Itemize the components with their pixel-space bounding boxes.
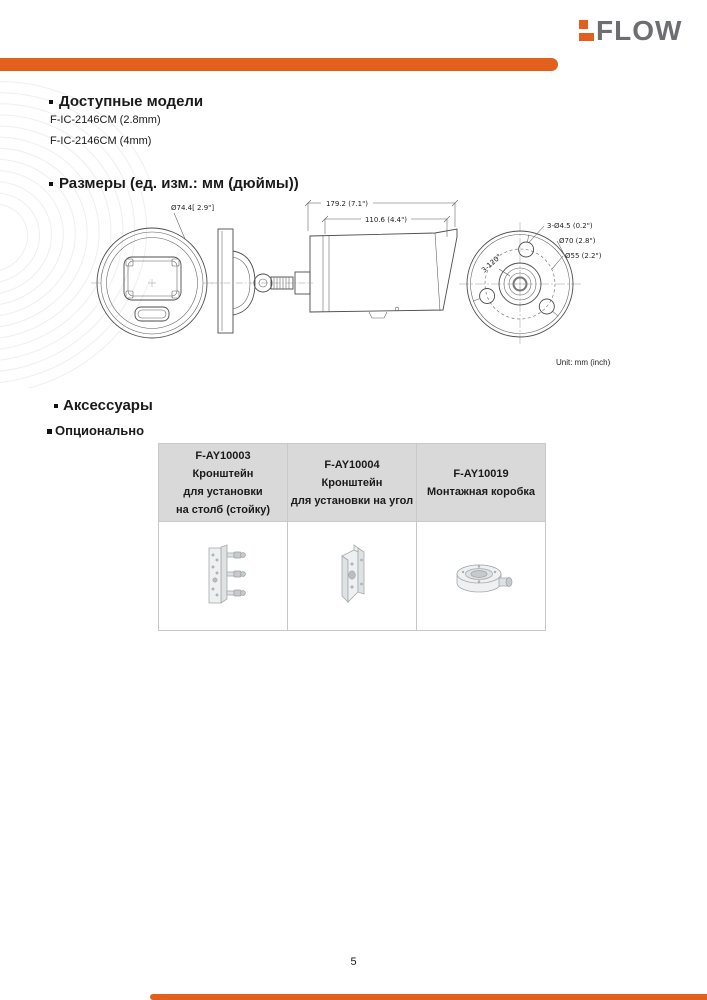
bullet-icon bbox=[49, 182, 53, 186]
logo-dash bbox=[579, 33, 594, 41]
accessories-table bbox=[158, 443, 546, 631]
junction-box-image bbox=[443, 540, 519, 612]
accessory-header-corner-bracket bbox=[288, 444, 417, 522]
accessory-image-cell bbox=[417, 522, 546, 631]
accessory-model: F-AY10004 bbox=[324, 458, 380, 471]
accessories-subtitle: Опционально bbox=[55, 423, 145, 438]
overall-length-label: 179.2 (7.1") bbox=[325, 200, 369, 208]
logo-text: FLOW bbox=[596, 15, 683, 46]
top-accent-bar bbox=[0, 58, 558, 71]
model-item: F-IC-2146CM (4mm) bbox=[50, 135, 152, 147]
accessory-model: F-AY10003 bbox=[195, 449, 251, 462]
accessory-header-junction-box bbox=[417, 444, 546, 522]
logo-dot bbox=[579, 20, 588, 29]
bottom-accent-bar bbox=[150, 994, 707, 1000]
hole-angle-label: 3-120° bbox=[480, 252, 504, 275]
accessory-desc-line: Монтажная коробка bbox=[426, 485, 535, 498]
front-view bbox=[91, 204, 214, 338]
accessory-image-cell bbox=[288, 522, 417, 631]
front-diameter-label: Ø74.4[ 2.9"] bbox=[171, 204, 215, 212]
dimension-drawing bbox=[85, 193, 665, 363]
accessories-section-title: Аксессуары bbox=[63, 397, 153, 414]
circle-outer-label: Ø70 (2.8") bbox=[559, 237, 596, 245]
mount-holes-label: 3-Ø4.5 (0.2") bbox=[547, 222, 593, 230]
dimensions-section-title: Размеры (ед. изм.: мм (дюймы)) bbox=[59, 175, 299, 192]
body-length-label: 110.6 (4.4") bbox=[364, 216, 408, 224]
bullet-icon bbox=[49, 100, 53, 104]
accessory-desc-line: Кронштейн bbox=[321, 476, 383, 489]
corner-mount-bracket-image bbox=[316, 540, 388, 612]
rear-view bbox=[459, 222, 602, 346]
models-section-title: Доступные модели bbox=[59, 93, 204, 110]
logo-i-mark-icon bbox=[579, 20, 594, 41]
page-number: 5 bbox=[350, 956, 357, 968]
bullet-icon bbox=[47, 429, 52, 434]
accessory-desc-line: Кронштейн bbox=[192, 467, 254, 480]
accessory-image-cell bbox=[159, 522, 288, 631]
side-view bbox=[211, 200, 458, 333]
brand-logo bbox=[579, 17, 682, 45]
accessory-model: F-AY10019 bbox=[453, 467, 509, 480]
accessory-desc-line: для установки bbox=[183, 485, 263, 498]
accessory-desc-line: на столб (стойку) bbox=[175, 503, 271, 516]
model-item: F-IC-2146CM (2.8mm) bbox=[50, 114, 161, 126]
unit-note: Unit: mm (inch) bbox=[556, 358, 611, 367]
accessory-header-pole-bracket bbox=[159, 444, 288, 522]
circle-inner-label: Ø55 (2.2") bbox=[565, 252, 602, 260]
pole-mount-bracket-image bbox=[187, 540, 259, 612]
accessory-desc-line: для установки на угол bbox=[290, 494, 414, 507]
bullet-icon bbox=[54, 404, 58, 408]
